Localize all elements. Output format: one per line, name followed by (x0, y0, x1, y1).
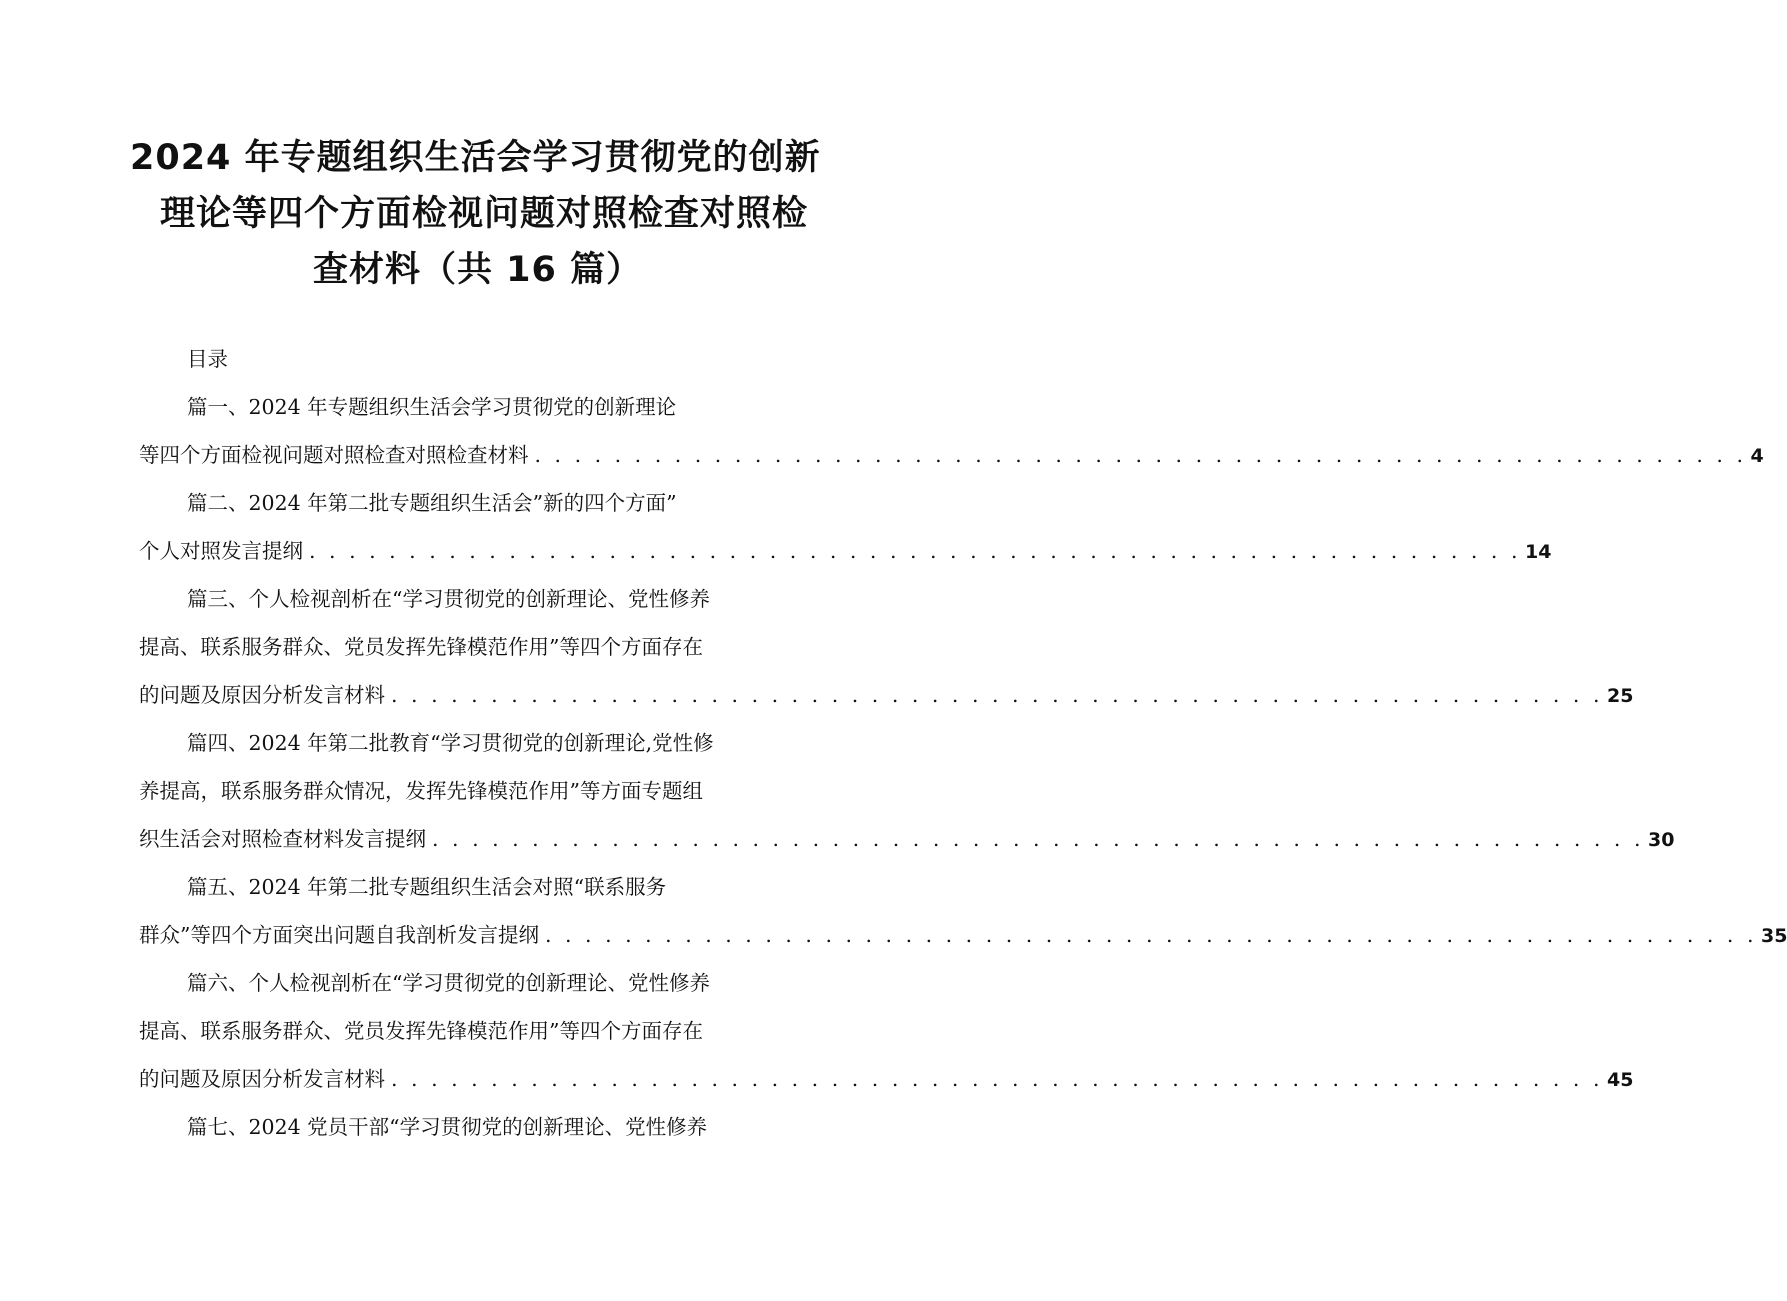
toc-entry-7[interactable] (139, 1103, 789, 1151)
toc-page-number: 30 (1647, 829, 1675, 851)
toc-entry-2[interactable] (139, 479, 1552, 575)
title-line-2: 理论等四个方面检视问题对照检查对照检 (160, 194, 809, 234)
leader-dots: . . . . . . . . . . . . . . . . . . . . . . . . . . . . . . . . . . . . . . . . . . . . . . . . . . . . . . . . . . . . . (432, 827, 1644, 851)
document-title (130, 130, 821, 298)
toc-entry-last-line (139, 527, 1552, 575)
toc-entry-text: 篇六、个人检视剖析在“学习贯彻党的创新理论、党性修养 (187, 971, 710, 995)
toc-heading: 目录 (187, 347, 228, 371)
toc-entry-last-line (139, 431, 1764, 479)
toc-entry-text: 篇三、个人检视剖析在“学习贯彻党的创新理论、党性修养 (187, 587, 710, 611)
toc-entry-text: 的问题及原因分析发言材料 (139, 683, 385, 707)
table-of-contents (139, 335, 1787, 1151)
toc-entry-text: 篇五、2024 年第二批专题组织生活会对照“联系服务 (187, 875, 667, 899)
toc-entry-text: 篇二、2024 年第二批专题组织生活会”新的四个方面” (187, 491, 677, 515)
toc-entry-4[interactable] (139, 719, 1675, 863)
toc-entry-5[interactable] (139, 863, 1787, 959)
leader-dots: . . . . . . . . . . . . . . . . . . . . . . . . . . . . . . . . . . . . . . . . . . . . . . . . . . . . . . . . . . . . . (391, 1067, 1603, 1091)
toc-page-number: 45 (1606, 1069, 1634, 1091)
toc-entry-text: 的问题及原因分析发言材料 (139, 1067, 385, 1091)
toc-entry-text: 提高、联系服务群众、党员发挥先锋模范作用”等四个方面存在 (139, 635, 703, 659)
title-line-1: 2024 年专题组织生活会学习贯彻党的创新 (130, 138, 821, 178)
toc-page-number: 35 (1760, 925, 1787, 947)
toc-entry-text: 个人对照发言提纲 (139, 539, 303, 563)
toc-page-number: 25 (1606, 685, 1634, 707)
leader-dots: . . . . . . . . . . . . . . . . . . . . . . . . . . . . . . . . . . . . . . . . . . . . . . . . . . . . . . . . . . . . . (309, 539, 1521, 563)
toc-entry-text: 养提高，联系服务群众情况，发挥先锋模范作用”等方面专题组 (139, 779, 703, 803)
toc-entry-last-line (139, 671, 1634, 719)
toc-entry-text: 篇四、2024 年第二批教育“学习贯彻党的创新理论,党性修 (187, 731, 714, 755)
toc-entry-6[interactable] (139, 959, 1634, 1103)
toc-entry-text: 群众”等四个方面突出问题自我剖析发言提纲 (139, 923, 539, 947)
toc-entry-last-line (139, 815, 1675, 863)
toc-page-number: 14 (1524, 541, 1552, 563)
toc-entry-last-line (139, 911, 1787, 959)
toc-entry-text: 篇一、2024 年专题组织生活会学习贯彻党的创新理论 (187, 395, 677, 419)
toc-entry-1[interactable] (139, 383, 1764, 479)
toc-entry-text: 等四个方面检视问题对照检查对照检查材料 (139, 443, 529, 467)
toc-entry-text: 织生活会对照检查材料发言提纲 (139, 827, 426, 851)
leader-dots: . . . . . . . . . . . . . . . . . . . . . . . . . . . . . . . . . . . . . . . . . . . . . . . . . . . . . . . . . . . . . (534, 443, 1747, 467)
leader-dots: . . . . . . . . . . . . . . . . . . . . . . . . . . . . . . . . . . . . . . . . . . . . . . . . . . . . . . . . . . . . . (544, 923, 1757, 947)
toc-entry-3[interactable] (139, 575, 1634, 719)
title-line-3: 查材料（共 16 篇） (313, 250, 643, 290)
toc-entry-text: 篇七、2024 党员干部“学习贯彻党的创新理论、党性修养 (187, 1115, 708, 1139)
leader-dots: . . . . . . . . . . . . . . . . . . . . . . . . . . . . . . . . . . . . . . . . . . . . . . . . . . . . . . . . . . . . . (391, 683, 1603, 707)
toc-entry-last-line (139, 1055, 1634, 1103)
toc-entry-text: 提高、联系服务群众、党员发挥先锋模范作用”等四个方面存在 (139, 1019, 703, 1043)
toc-page-number: 4 (1750, 445, 1764, 467)
